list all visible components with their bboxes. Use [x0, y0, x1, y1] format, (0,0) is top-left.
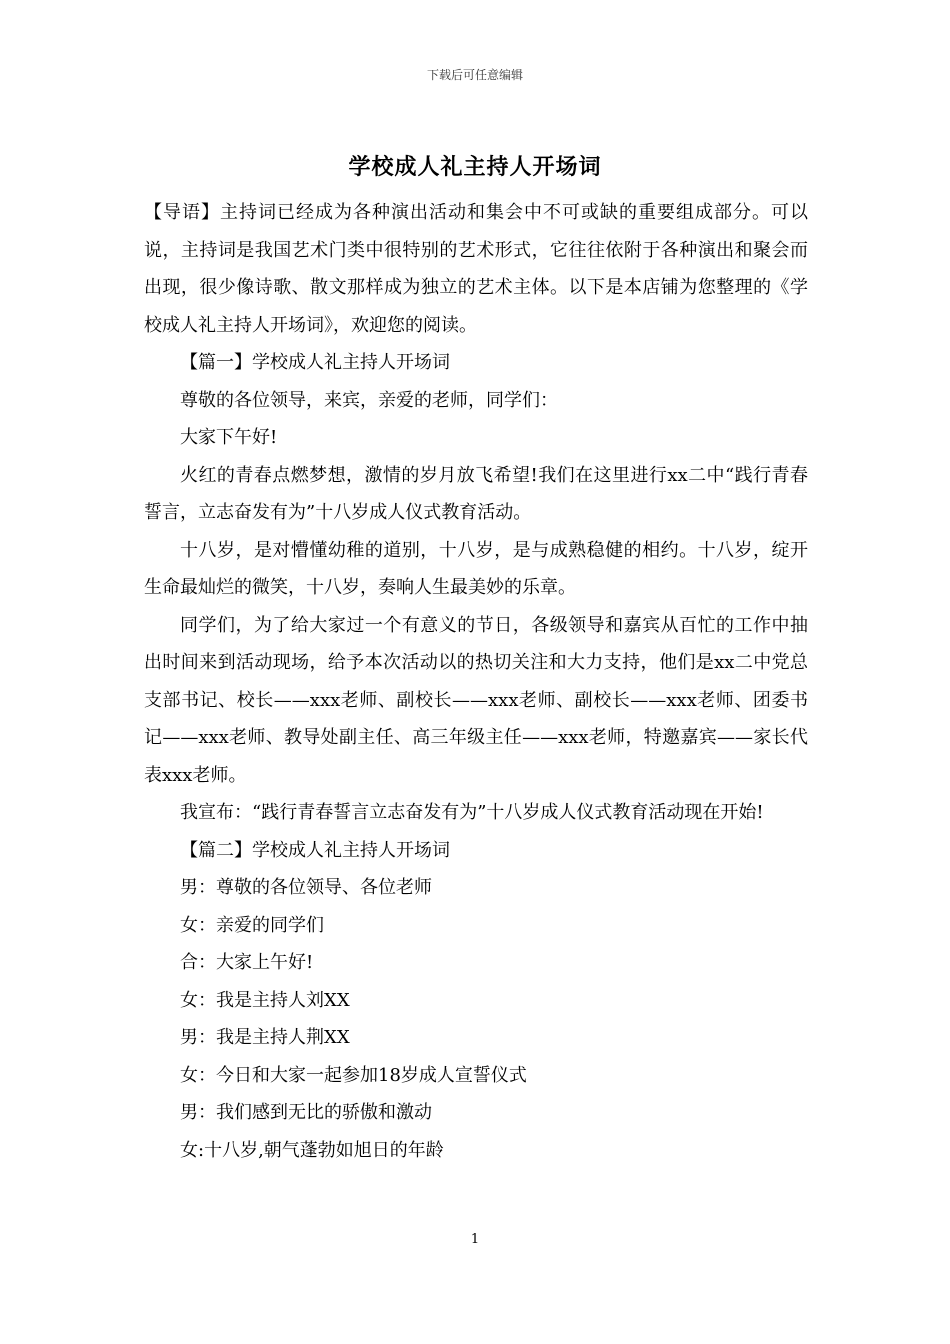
paragraph: 女：亲爱的同学们 — [180, 914, 324, 936]
paragraph: 女：今日和大家一起参加18岁成人宣誓仪式 — [180, 1064, 527, 1086]
document-title: 学校成人礼主持人开场词 — [348, 154, 602, 180]
paragraph: 同学们，为了给大家过一个有意义的节日，各级领导和嘉宾从百忙的工作中抽出时间来到活动现场，给予本次活动以的热切关注和大力支持，他们是xx二中党总支部书记、校长——xxx老师、副校长——xxx老师、副校长——xxx老师、团委书记——xxx老师、教导处副主任、高三年级主任——xxx老师，特邀嘉宾——家长代表xxx老师。 — [144, 614, 808, 786]
paragraph: 【导语】主持词已经成为各种演出活动和集会中不可或缺的重要组成部分。可以说，主持词是我国艺术门类中很特别的艺术形式，它往往依附于各种演出和聚会而出现，很少像诗歌、散文那样成为独立的艺术主体。以下是本店铺为您整理的《学校成人礼主持人开场词》，欢迎您的阅读。 — [144, 202, 808, 336]
paragraph: 火红的青春点燃梦想，激情的岁月放飞希望!我们在这里进行xx二中“践行青春誓言，立志奋发有为”十八岁成人仪式教育活动。 — [144, 464, 808, 523]
paragraph: 男：我们感到无比的骄傲和激动 — [180, 1102, 432, 1123]
paragraph: 男：尊敬的各位领导、各位老师 — [180, 877, 432, 898]
paragraph: 尊敬的各位领导，来宾，亲爱的老师，同学们： — [180, 389, 558, 411]
paragraph: 【篇二】学校成人礼主持人开场词 — [180, 839, 450, 861]
paragraph: 十八岁，是对懵懂幼稚的道别，十八岁，是与成熟稳健的相约。十八岁，绽开生命最灿烂的微笑，十八岁，奏响人生最美妙的乐章。 — [144, 539, 808, 598]
paragraph: 女:十八岁,朝气蓬勃如旭日的年龄 — [180, 1139, 444, 1161]
paragraph: 我宣布：“践行青春誓言立志奋发有为”十八岁成人仪式教育活动现在开始! — [180, 802, 764, 823]
paragraph: 男：我是主持人荆XX — [180, 1027, 350, 1048]
paragraph: 女：我是主持人刘XX — [180, 989, 350, 1011]
page-header: 下载后可任意编辑 — [426, 68, 523, 82]
document-body — [144, 194, 808, 1169]
paragraph: 大家下午好! — [180, 427, 278, 448]
page-number: 1 — [470, 1232, 480, 1247]
paragraph: 合：大家上午好! — [180, 952, 314, 973]
paragraph: 【篇一】学校成人礼主持人开场词 — [180, 352, 450, 373]
